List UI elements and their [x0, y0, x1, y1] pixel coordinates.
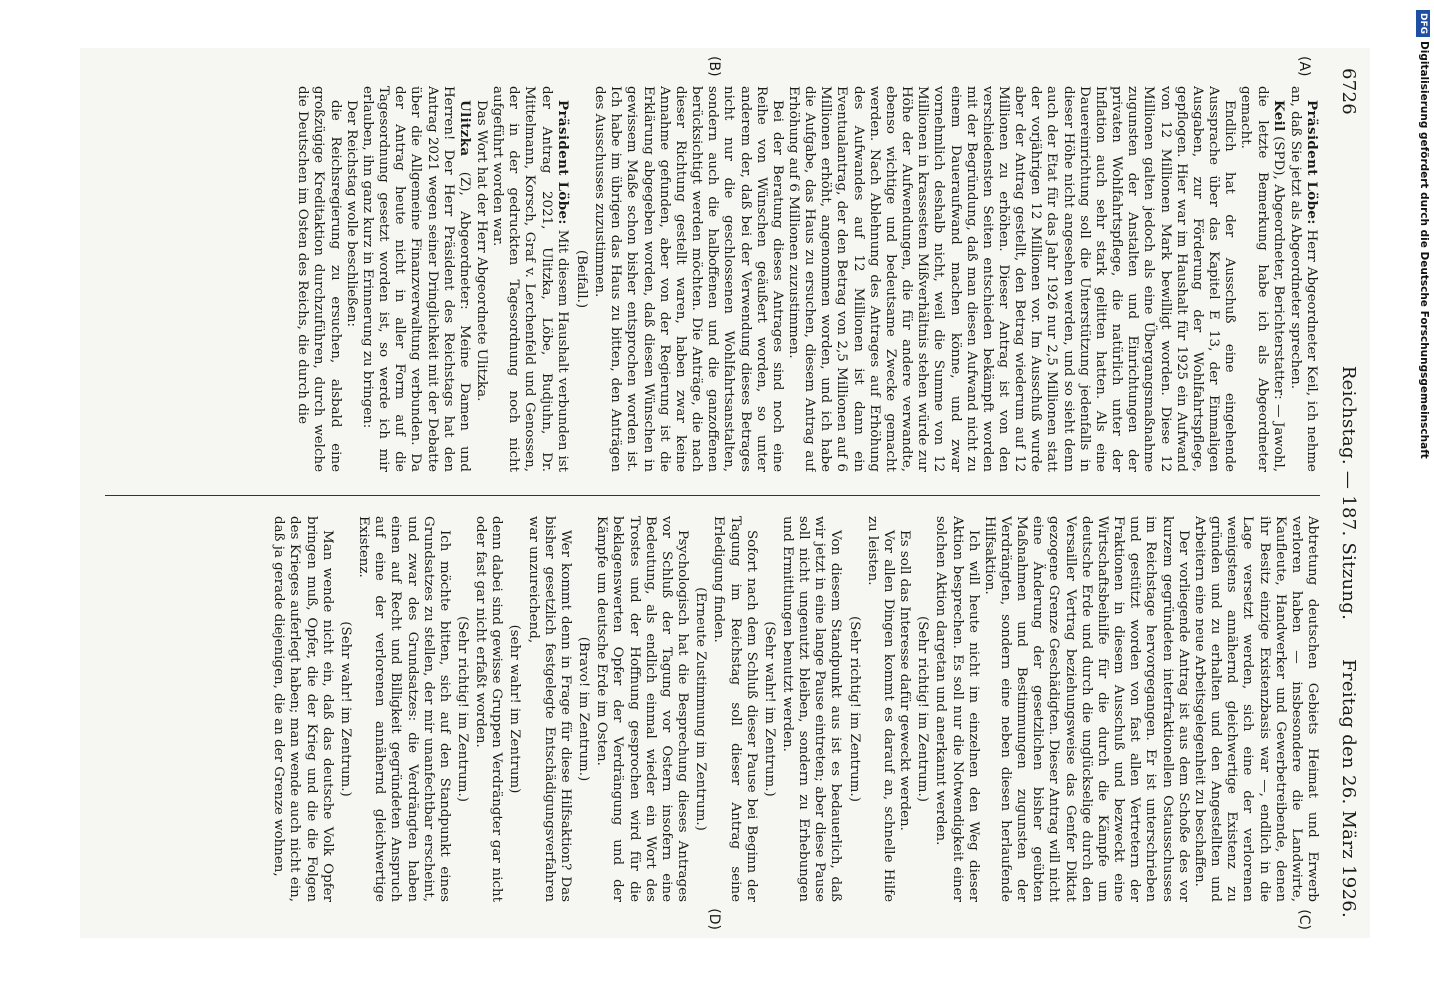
paragraph: Endlich hat der Ausschuß eine eingehende Aussprache über das Kapitel E 13, der Einmaligen Ausgaben, zur Förderung der Wohlfahrtspflege, gepflogen. Hier war im Haushalt für 1925 ein Aufwand von 12 Millionen Mark bewilligt worden. Diese 12 Millionen galten jedoch als eine Übergangsmaßnahme zugunsten der Anstalten und Einrichtungen der privaten Wohlfahrtspflege, die natürlich unter der Inflation auch sehr stark gelitten hatten. Als eine Dauereinrichtung soll die Unterstützung jedenfalls in dieser Höhe nicht angesehen werden, und so sieht denn auch der Etat für das Jahr 1926 nur 2,5 Millionen statt der vorjährigen 12 Millionen vor. Im Ausschuß wurde aber der Antrag gestellt, den Betrag wiederum auf 12 Millionen zu erhöhen. Dieser Antrag ist von den verschiedensten Seiten entschieden bekämpft worden mit der Begründung, daß man diesen Aufwand nicht zu einem Daueraufwand machen könne, und zwar vornehmlich deshalb nicht, weil die Summe von 12 Millionen in krassestem Mißverhältnis stehen würde zur Höhe der Aufwendungen, die für andere verwandte, ebenso wichtige und bedeutsame Zwecke gemacht werden. Nach Ablehnung des Antrages auf Erhöhung des Aufwandes auf 12 Millionen ist dann ein Eventualantrag, der den Betrag von 2,5 Millionen auf 6 Millionen erhöht, angenommen worden, und ich habe die Aufgabe, das Haus zu ersuchen, diesem Antrag auf Erhöhung auf 6 Millionen zuzustimmen. — [786, 86, 1238, 472]
paragraph: Ich will heute nicht im einzelnen den Weg dieser Aktion besprechen. Es soll nur die Notwendigkeit einer solchen Aktion dargetan und anerkannt werden. — [933, 516, 981, 902]
paragraph: Vor allen Dingen kommt es darauf an, schnelle Hilfe zu leisten. — [864, 516, 896, 902]
funding-notice-text: Digitalisierung gefördert durch die Deutsche Forschungsgemeinschaft — [1418, 41, 1430, 459]
paragraph: Der vorliegende Antrag ist aus dem Schoße des vor kurzem gegründeten interfraktionellen Ostausschusses im Reichstage hervorgegangen. Er ist unterschrieben und gestützt worden von fast allen Vertretern der Fraktionen in diesem Ausschuß und bezweckt eine Wirtschaftsbeihilfe für die durch die Kämpfe um deutsche Erde und durch die unglückselige durch den Versailler Vertrag beziehungsweise das Genfer Diktat gezogene Grenze Geschädigten. Dieser Antrag will nicht eine Änderung der gesetzlichen bisher geübten Maßnahmen und Bestimmungen zugunsten der Verdrängten, sondern eine neben diesen herlaufende Hilfsaktion. — [981, 516, 1191, 902]
right-column — [100, 516, 1320, 902]
paragraph: Man wende nicht ein, daß das deutsche Volk Opfer bringen muß, Opfer, die der Krieg und die die Folgen des Krieges auferlegt haben; man wende auch nicht ein, daß ja gerade diejenigen, die an der Grenze wohnen, — [271, 516, 335, 902]
speaker-name: Präsident Löbe: — [1304, 100, 1320, 225]
session-date: Freitag den 26. März 1926. — [1338, 659, 1359, 918]
paragraph: die Reichsregierung zu ersuchen, alsbald eine großzügige Kreditaktion durchzuführen, durch welche die Deutschen im Osten des Reichs, die durch die — [295, 86, 343, 472]
paragraph: Sofort nach dem Schluß dieser Pause bei Beginn der Tagung im Reichstag soll dieser Antrag seine Erledigung finden. — [711, 516, 759, 902]
session-title: Reichstag. — 187. Sitzung. — [1338, 365, 1359, 621]
speaker-name: Präsident Löbe: — [554, 100, 571, 225]
paragraph: Psychologisch hat die Besprechung dieses Antrages vor Schluß der Tagung vor Ostern insofern eine Bedeutung, als endlich einmal wieder ein Wort des Trostes und der Hoffnung gesprochen wird für die beklagenswerten Opfer der Verdrängung und der Kämpfe um deutsche Erde im Osten. — [594, 516, 691, 902]
speaker-name: Ulitzka — [456, 100, 473, 157]
interjection: (Sehr wahr! im Zentrum.) — [337, 621, 353, 797]
interjection: (Erneute Zustimmung im Zentrum.) — [693, 587, 709, 831]
paragraph: Wer kommt denn in Frage für diese Hilfsaktion? Das bisher gesetzlich festgelegte Entschädigungsverfahren war unzureichend, — [525, 516, 573, 902]
interjection: (Sehr richtig! im Zentrum.) — [846, 616, 862, 802]
paragraph: Bei der Beratung dieses Antrages sind noch eine Reihe von Wünschen geäußert worden, so unter anderem der, daß bei der Verwendung dieses Betrages nicht nur die geschlossenen Wohlfahrtsanstalten, sondern auch die halboffenen und die ganzoffenen berücksichtigt werden möchten. Die Anträge, die nach dieser Richtung gestellt waren, haben zwar keine Annahme gefunden, aber von der Regierung ist die Erklärung abgegeben worden, daß diesen Wünschen in gewissem Maße schon bisher entsprochen worden ist. Ich habe im übrigen das Haus zu bitten, den Anträgen des Ausschusses zuzustimmen. — [592, 86, 785, 472]
paragraph: Präsident Löbe: Herr Abgeordneter Keil, ich nehme an, daß Sie jetzt als Abgeordneter sprechen. — [1287, 86, 1320, 472]
paragraph: Das Wort hat der Herr Abgeordnete Ulitzka. — [474, 100, 490, 402]
page-number: 6726 — [1338, 68, 1359, 116]
column-divider — [105, 495, 1320, 496]
margin-mark-a: (A) — [1296, 56, 1312, 77]
margin-mark-d: (D) — [706, 908, 722, 930]
funding-notice — [1416, 10, 1432, 830]
paragraph: Es soll das Interesse dafür geweckt werden. — [897, 530, 913, 831]
page-rotated — [80, 48, 1370, 938]
paragraph: denn dabei sind gewisse Gruppen Verdrängter gar nicht oder fast gar nicht erfaßt worden. — [473, 516, 505, 902]
interjection: (sehr wahr! im Zentrum) — [507, 624, 523, 794]
scanned-page — [80, 48, 1370, 938]
interjection: (Beifall.) — [573, 249, 589, 309]
paragraph: Der Reichstag wolle beschließen: — [343, 100, 359, 328]
paragraph: Ich möchte bitten, sich auf den Standpunkt eines Grundsatzes zu stellen, der mir unanfechtbar erscheint, und zwar des Grundsatzes: die Verdrängten haben einen auf Recht und Billigkeit gegründeten Anspruch auf eine der verlorenen annähernd gleichwertige Existenz. — [356, 516, 452, 902]
paragraph: Von diesem Standpunkt aus ist es bedauerlich, daß wir jetzt in eine lange Pause eintreten; aber diese Pause soll nicht ungenutzt bleiben, sondern zu Erhebungen und Ermittlungen benutzt werden. — [780, 516, 844, 902]
speaker-name: Keil — [1270, 100, 1287, 132]
paragraph: Abtretung deutschen Gebiets Heimat und Erwerb verloren haben — insbesondere die Landwirte, Kaufleute, Handwerker und Gewerbetreibende, denen ihr Besitz einzige Existenzbasis war —, endlich in die Lage versetzt werden, sich eine der verlorenen wenigstens annähernd gleichwertige Existenz zu gründen und zu erhalten und den Angestellten und Arbeitern eine neue Arbeitsgelegenheit zu beschaffen. — [1191, 516, 1320, 902]
paragraph: Ulitzka (Z), Abgeordneter: Meine Damen und Herren! Der Herr Präsident des Reichstags hat den Antrag 2021 wegen seiner Dringlichkeit mit der Debatte über die Allgemeine Finanzverwaltung verbunden. Da der Antrag heute nicht in aller Form auf die Tagesordnung gesetzt worden ist, so werde ich mir erlauben, ihn ganz kurz in Erinnerung zu bringen: — [359, 86, 473, 472]
margin-mark-c: (C) — [1296, 909, 1312, 930]
interjection: (Bravo! im Zentrum.) — [576, 636, 592, 782]
margin-mark-b: (B) — [706, 56, 722, 77]
paragraph: Keil (SPD), Abgeordneter, Berichterstatter: — Jawohl, die letzte Bemerkung habe ich als Abgeordneter gemacht. — [1238, 86, 1287, 472]
paragraph: Präsident Löbe: Mit diesem Haushalt verbunden ist der Antrag 2021, Ulitzka, Löbe, Budjuhn, Dr. Mittelmann, Korsch, Graf v. Lerchenfeld und Genossen, der in der gedruckten Tagesordnung noch nicht aufgeführt worden war. — [490, 86, 571, 472]
interjection: (Sehr richtig! im Zentrum.) — [455, 616, 471, 802]
dfg-logo: DFG — [1416, 10, 1430, 37]
left-column — [100, 86, 1320, 472]
page-header — [1332, 68, 1359, 918]
interjection: (Sehr wahr! im Zentrum.) — [761, 621, 777, 797]
interjection: (Sehr richtig! im Zentrum.) — [915, 616, 931, 802]
